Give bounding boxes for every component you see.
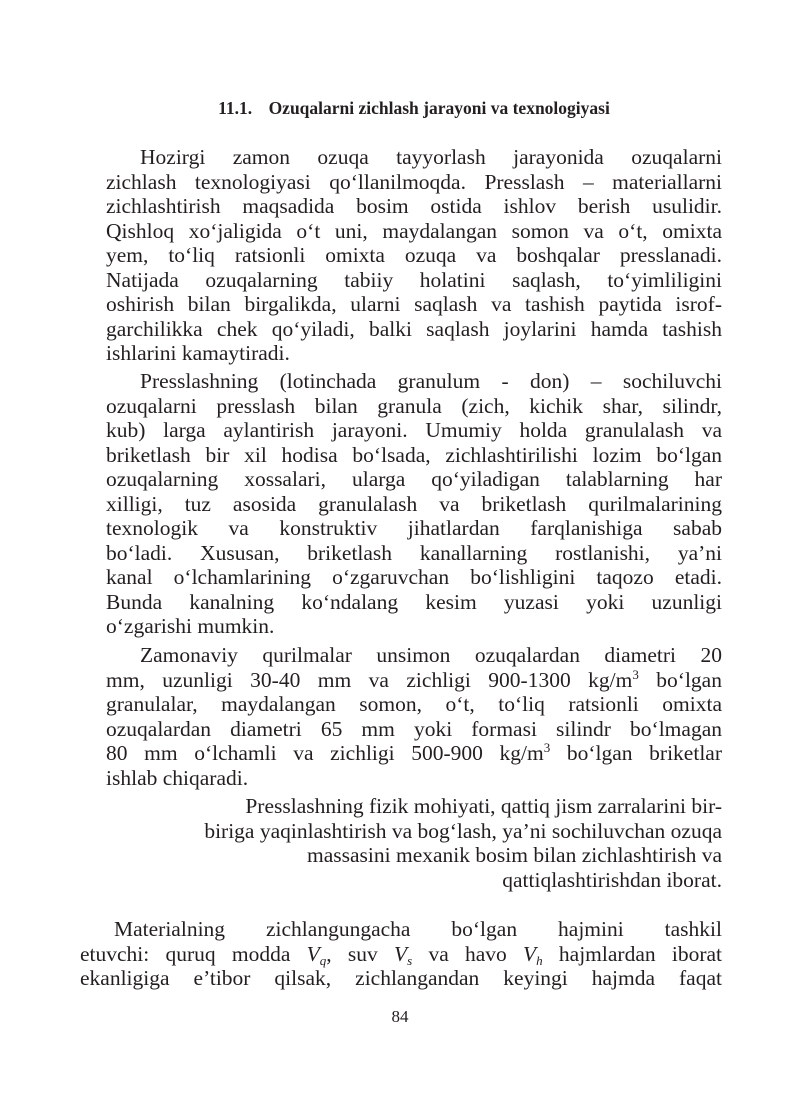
paragraph-modern-equipment (106, 643, 722, 790)
text-line: kanal o‘lchamlarining o‘zgaruvchan bo‘lishligini taqozo etadi. (106, 565, 722, 589)
text-line: zichlashtirish maqsadida bosim ostida ishlov berish usulidir. (106, 194, 722, 218)
highlighted-definition (204, 794, 722, 892)
text-line: xilligi, tuz asosida granulalash va briketlash qurilmalarining (106, 491, 722, 516)
text-fragment: mm, uzunligi 30-40 mm va zichligi 900-1300 kg/m (106, 667, 633, 692)
text-line: ishlarini kamaytiradi. (106, 341, 290, 365)
text-line: oshirish bilan birgalikda, ularni saqlash va tashish paytida isrof- (106, 292, 722, 316)
text-line: ozuqalardan diametri 65 mm yoki formasi silindr bo‘lmagan (106, 716, 722, 741)
text-line: bo‘ladi. Xususan, briketlash kanallarning rostlanishi, ya’ni (106, 540, 722, 565)
text-line: biriga yaqinlashtirish va bog‘lash, ya’ni sochiluvchan ozuqa (204, 818, 722, 843)
text-fragment: va havo (412, 941, 524, 966)
paragraph-pressing-intro (106, 145, 722, 366)
variable-v: V (394, 941, 408, 966)
text-fragment: , suv (326, 941, 395, 966)
paragraph-granulation (106, 369, 722, 639)
section-heading (106, 95, 722, 121)
superscript: 3 (543, 740, 551, 755)
text-line: ishlab chiqaradi. (106, 765, 249, 790)
text-line: briketlash bir xil hodisa bo‘lsada, zichlashtirilishi lozim bo‘lgan (106, 442, 722, 467)
paragraph-material-volume (80, 917, 722, 991)
text-line: Presslashning (lotinchada granulum - don) – sochiluvchi (140, 369, 722, 393)
variable-v: V (523, 941, 537, 966)
subscript-text: q (319, 952, 327, 968)
text-line: yem, to‘liq ratsionli omixta ozuqa va boshqalar presslanadi. (106, 243, 722, 267)
text-line: Qishloq xo‘jaligida o‘t uni, maydalangan somon va o‘t, omixta (106, 218, 722, 243)
superscript: 3 (632, 666, 639, 682)
text-fragment: hajmlardan iborat (542, 941, 723, 966)
text-line (106, 741, 722, 766)
text-line: texnologik va konstruktiv jihatlardan farqlanishiga sabab (106, 516, 722, 540)
text-line: ekanligiga e’tibor qilsak, zichlangandan keyingi hajmda faqat (80, 966, 722, 990)
text-line: o‘zgarishi mumkin. (106, 614, 275, 638)
text-line: Bunda kanalning ko‘ndalang kesim yuzasi yoki uzunligi (106, 589, 722, 614)
text-fragment: bo‘lgan (638, 667, 722, 692)
section-title: Ozuqalarni zichlash jarayoni va texnologiyasi (268, 98, 610, 118)
section-number: 11.1. (218, 98, 253, 118)
text-line: Materialning zichlangungacha bo‘lgan hajmini tashkil (114, 917, 722, 941)
text-line: granulalar, maydalangan somon, o‘t, to‘liq ratsionli omixta (106, 692, 722, 716)
text-line: ozuqalarning xossalari, ularga qo‘yiladigan talablarning har (106, 467, 722, 491)
subscript-text: s (407, 952, 413, 968)
text-line: Natijada ozuqalarning tabiiy holatini saqlash, to‘yimliligini (106, 267, 722, 292)
text-line: massasini mexanik bosim bilan zichlashtirish va (307, 843, 722, 867)
text-line: garchilikka chek qo‘yiladi, balki saqlash joylarini hamda tashish (106, 316, 722, 341)
page-number: 84 (391, 1007, 409, 1026)
text-line: kub) larga aylantirish jarayoni. Umumiy holda granulalash va (106, 418, 722, 442)
text-line (106, 668, 722, 693)
text-line: qattiqlashtirishdan iborat. (502, 867, 722, 892)
text-fragment: etuvchi: quruq modda (80, 941, 307, 966)
text-fragment: 80 mm o‘lchamli va zichligi 500-900 kg/m (106, 741, 544, 765)
text-fragment: bo‘lgan briketlar (550, 741, 722, 765)
text-line: Zamonaviy qurilmalar unsimon ozuqalardan diametri 20 (140, 643, 722, 667)
text-line: zichlash texnologiyasi qo‘llanilmoqda. Presslash – materiallarni (106, 169, 722, 194)
text-line: Presslashning fizik mohiyati, qattiq jism zarralarini bir- (245, 794, 722, 818)
text-line: Hozirgi zamon ozuqa tayyorlash jarayonida ozuqalarni (140, 145, 722, 169)
subscript-text: h (536, 952, 543, 968)
text-line: ozuqalarni presslash bilan granula (zich, kichik shar, silindr, (106, 393, 722, 418)
variable-v: V (306, 941, 320, 966)
text-line (80, 942, 722, 967)
